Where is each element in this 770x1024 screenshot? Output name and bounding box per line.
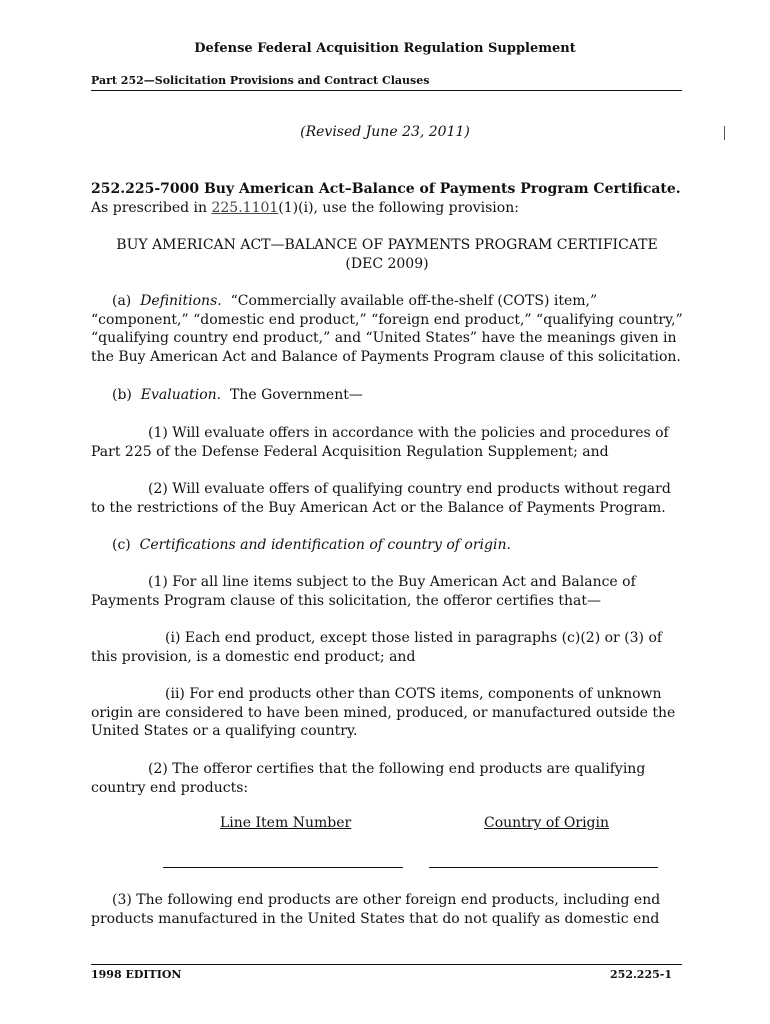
change-bar [724,126,725,140]
document-title: Defense Federal Acquisition Regulation Supplement [194,41,576,56]
paragraph-c-heading: Certifications and identification of country of origin. [139,537,511,553]
prescribed-link[interactable]: 225.1101 [211,200,279,216]
paragraph-c [91,536,683,555]
paragraph-b2: (2) Will evaluate offers of qualifying country end products without regard to the restrictions of the Buy American Act or the Balance of Payments Program. [91,481,671,516]
paragraph-b-heading: Evaluation. [140,387,222,403]
paragraph-c3: (3) The following end products are other foreign end products, including end products manufactured in the United States that do not qualify as domestic end [91,892,661,927]
paragraph-c1-i: (i) Each end product, except those listed in paragraphs (c)(2) or (3) of this provision, is a domestic end product; and [91,630,663,665]
country-of-origin-blank[interactable] [429,867,658,868]
paragraph-c1: (1) For all line items subject to the Buy American Act and Balance of Payments Program clause of this solicitation, the offeror certifies that— [91,574,636,609]
provision-date: (DEC 2009) [345,255,429,272]
paragraph-b1: (1) Will evaluate offers in accordance with the policies and procedures of Part 225 of the Defense Federal Acquisition Regulation Supplement; and [91,425,669,460]
paragraph-c-label: (c) [112,537,131,553]
line-item-number-header: Line Item Number [220,815,352,831]
provision-title: BUY AMERICAN ACT—BALANCE OF PAYMENTS PROGRAM CERTIFICATE [116,237,658,253]
paragraph-a [91,292,683,366]
footer-page-number: 252.225-1 [610,968,672,981]
prescribed-suffix: (1)(i), use the following provision: [278,200,519,216]
prescribed-prefix: As prescribed in [91,200,212,216]
paragraph-a-label: (a) [112,293,132,309]
part-title: Part 252—Solicitation Provisions and Contract Clauses [91,74,430,87]
prescribed-line [91,199,683,218]
paragraph-b-label: (b) [112,387,132,403]
provision-title-block [91,236,683,273]
footer-edition: 1998 EDITION [91,968,182,981]
section-heading: 252.225-7000 Buy American Act–Balance of Payments Program Certificate. [91,181,681,197]
paragraph-b [91,386,683,405]
country-of-origin-header: Country of Origin [484,815,610,831]
paragraph-c1-ii: (ii) For end products other than COTS items, components of unknown origin are considered to have been mined, produced, or manufactured outside the United States or a qualifying country. [91,686,676,739]
paragraph-a-heading: Definitions. [140,293,222,309]
header-rule [91,90,682,91]
paragraph-a-text: “Commercially available off-the-shelf (COTS) item,” “component,” “domestic end product,” “foreign end product,” “qualifying country,” “qualifying country end product,” and “United States” have the meanings given in the Buy American Act and Balance of Payments Program clause of this solicitation. [91,293,683,365]
footer-rule [91,964,682,965]
revised-date: (Revised June 23, 2011) [300,124,470,140]
line-item-number-blank[interactable] [163,867,403,868]
paragraph-b-text: The Government— [230,387,363,403]
paragraph-c2: (2) The offeror certifies that the following end products are qualifying country end products: [91,761,646,796]
